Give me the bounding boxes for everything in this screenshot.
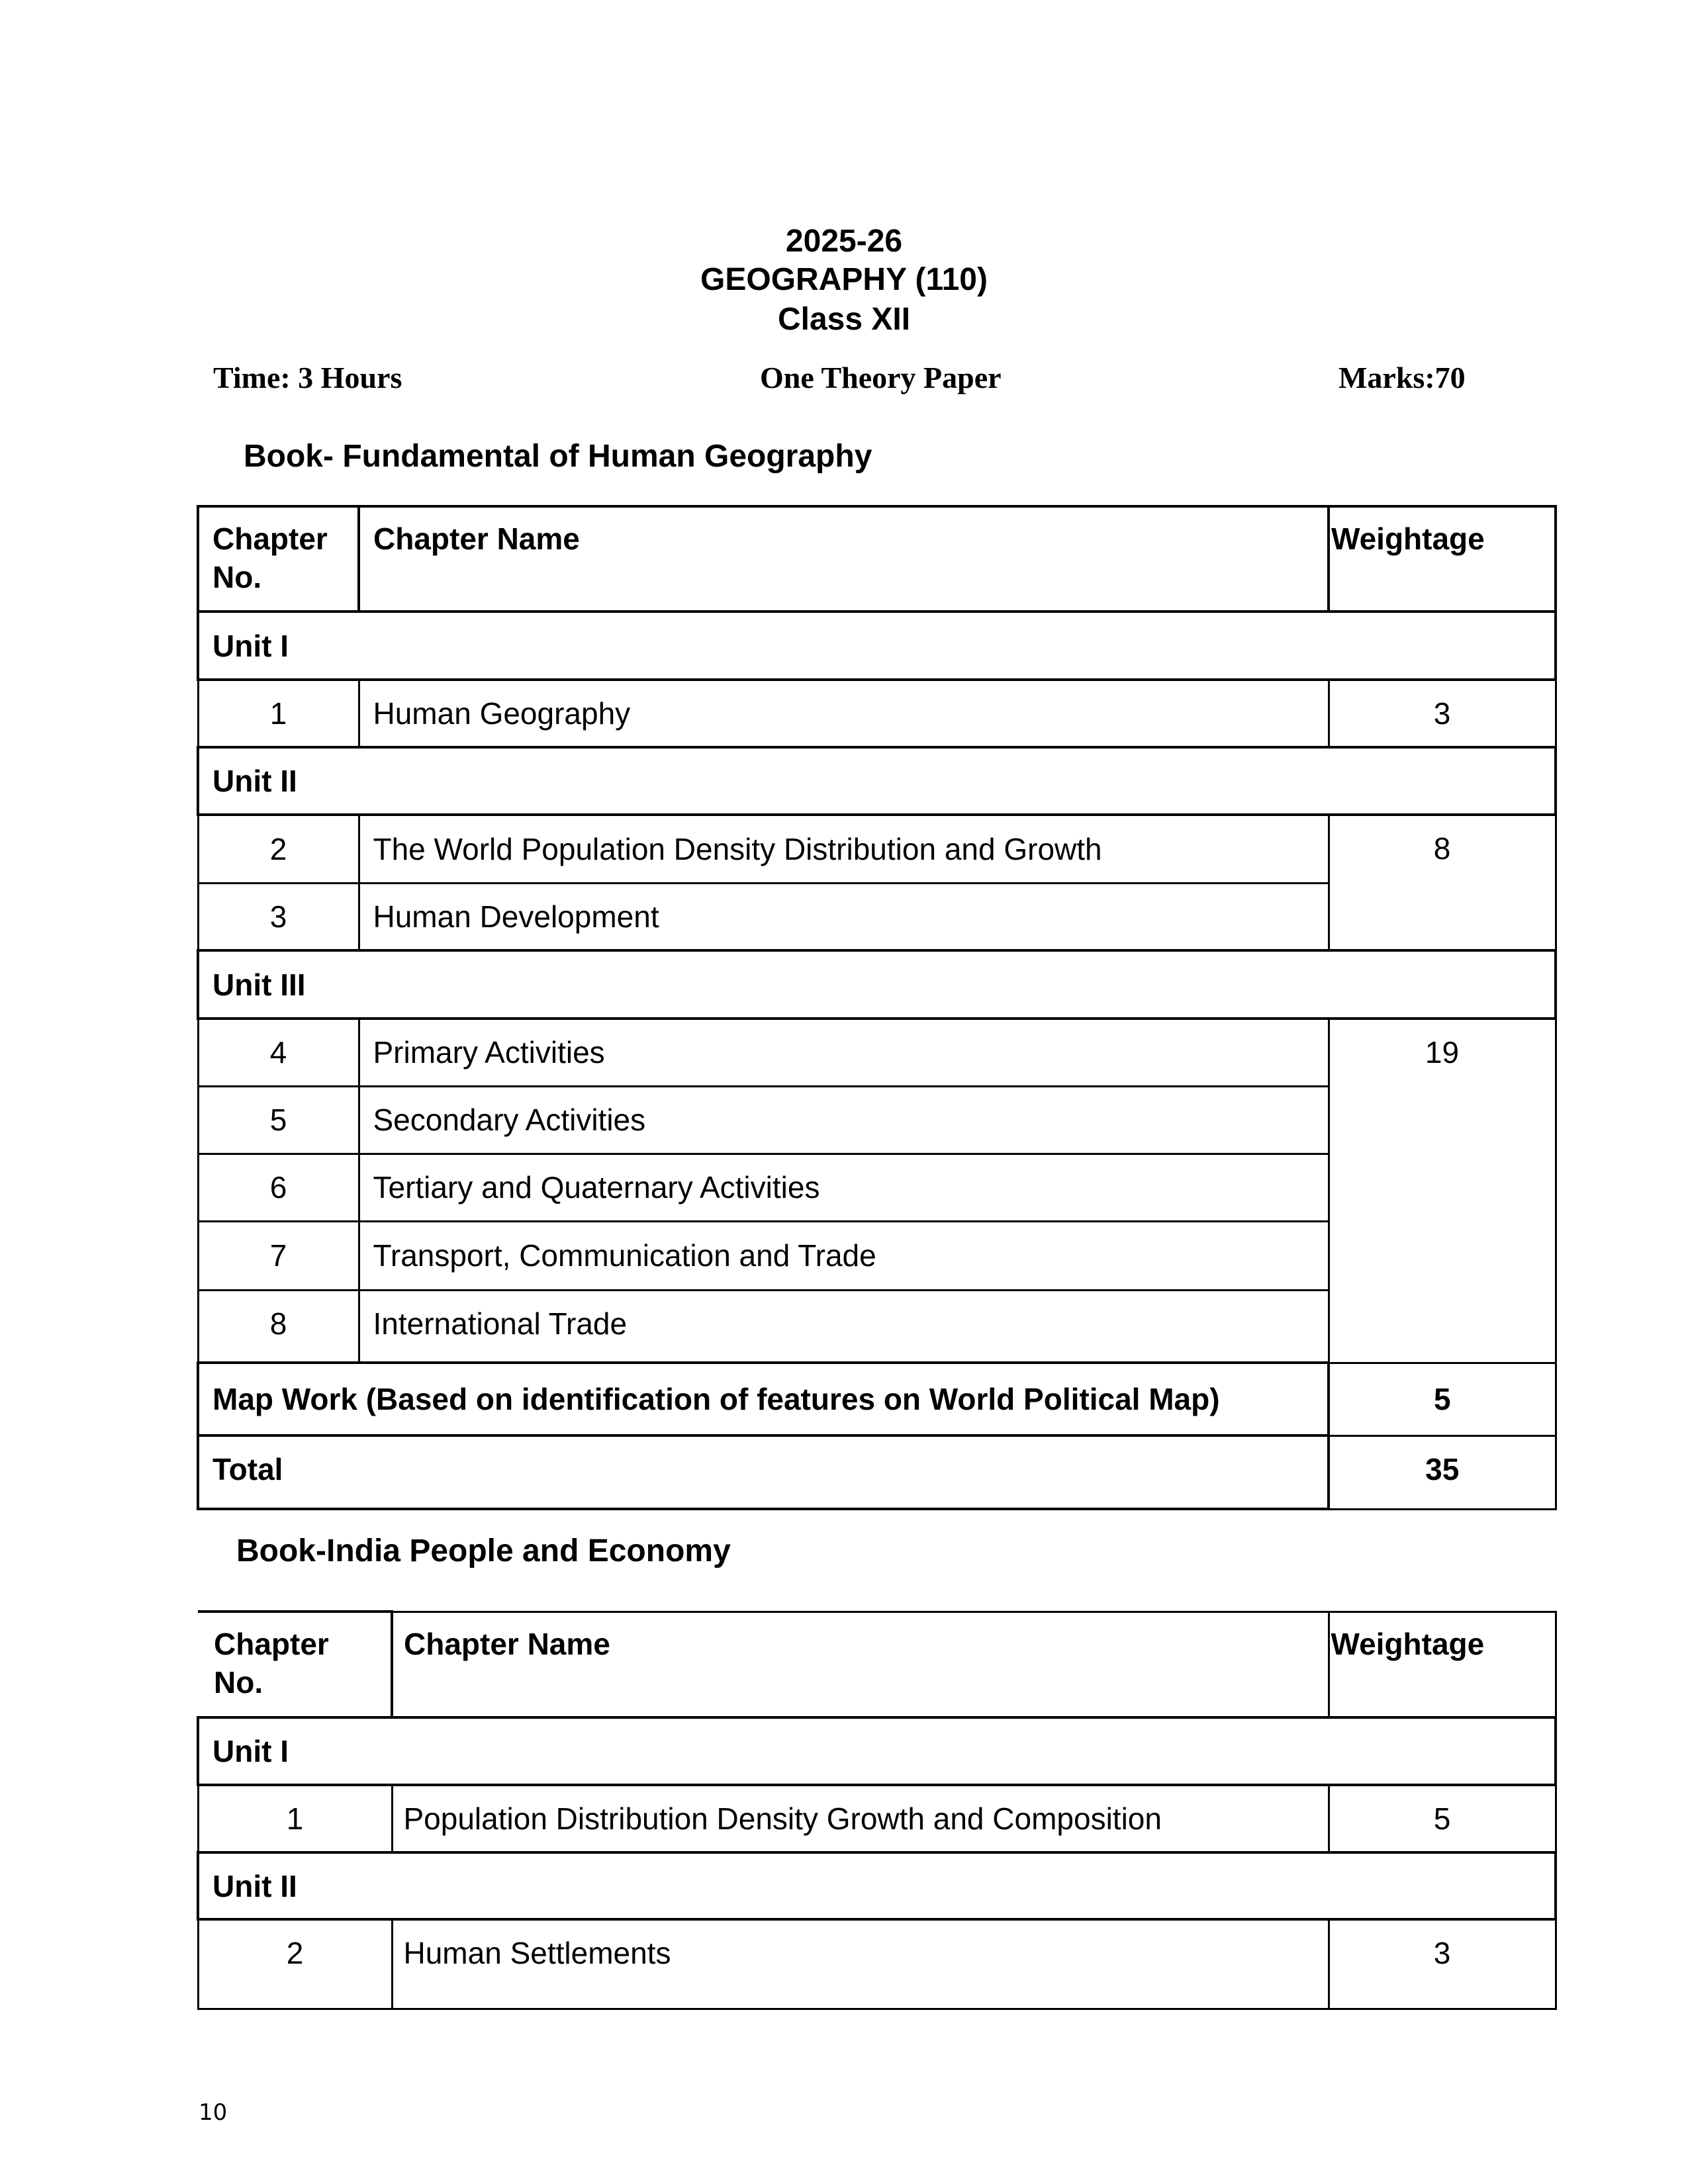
map-work-weightage: 5: [1329, 1363, 1556, 1435]
table-row: [198, 1785, 1556, 1852]
chapter-name: The World Population Density Distribution and Growth: [359, 815, 1329, 883]
col-header-chapter-name: Chapter Name: [392, 1612, 1329, 1717]
chapter-name: Tertiary and Quaternary Activities: [359, 1154, 1329, 1221]
col-header-chapter-name: Chapter Name: [359, 506, 1329, 612]
marks-info: Marks:70: [1338, 361, 1466, 394]
chapter-name: Primary Activities: [359, 1019, 1329, 1086]
table-row: [198, 1919, 1556, 2009]
book2-table: [197, 1610, 1557, 2010]
unit-label: Unit III: [198, 950, 1556, 1019]
session-year: 2025-26: [785, 224, 903, 259]
table-row: [198, 1019, 1556, 1086]
time-info: Time: 3 Hours: [213, 361, 402, 394]
map-work-row: [198, 1363, 1556, 1435]
unit-row: [198, 1852, 1556, 1919]
chapter-no: 8: [198, 1290, 359, 1363]
subject-title: GEOGRAPHY (110): [700, 262, 988, 297]
chapter-no: 3: [198, 883, 359, 950]
table-header-row: [198, 506, 1556, 612]
unit-label: Unit II: [198, 1852, 1556, 1919]
unit-label: Unit I: [198, 1717, 1556, 1785]
unit-row: [198, 1717, 1556, 1785]
unit-label: Unit II: [198, 747, 1556, 815]
col-header-weightage: Weightage: [1329, 1612, 1556, 1717]
chapter-no: 1: [198, 680, 359, 747]
table-row: [198, 680, 1556, 747]
table-row: [198, 815, 1556, 883]
total-weightage: 35: [1329, 1435, 1556, 1509]
chapter-no: 7: [198, 1221, 359, 1290]
class-title: Class XII: [777, 302, 911, 337]
total-row: [198, 1435, 1556, 1509]
chapter-no: 2: [198, 815, 359, 883]
total-label: Total: [198, 1435, 1329, 1509]
chapter-no: 5: [198, 1086, 359, 1154]
unit-row: [198, 612, 1556, 680]
weightage: 19: [1329, 1019, 1556, 1363]
page-number: 10: [199, 2099, 228, 2126]
weightage: 8: [1329, 815, 1556, 950]
unit-row: [198, 747, 1556, 815]
map-work-label: Map Work (Based on identification of features on World Political Map): [198, 1363, 1329, 1435]
weightage: 5: [1329, 1785, 1556, 1852]
weightage: 3: [1329, 1919, 1556, 2009]
chapter-no: 2: [198, 1919, 392, 2009]
book1-heading: Book- Fundamental of Human Geography: [244, 439, 872, 474]
col-header-weightage: Weightage: [1329, 506, 1556, 612]
chapter-no: 4: [198, 1019, 359, 1086]
weightage: 3: [1329, 680, 1556, 747]
col-header-chapter-no: Chapter No.: [198, 506, 359, 612]
chapter-name: Secondary Activities: [359, 1086, 1329, 1154]
chapter-no: 1: [198, 1785, 392, 1852]
col-header-chapter-no: Chapter No.: [198, 1612, 392, 1717]
chapter-name: Human Development: [359, 883, 1329, 950]
chapter-name: Population Distribution Density Growth and Composition: [392, 1785, 1329, 1852]
chapter-no: 6: [198, 1154, 359, 1221]
unit-label: Unit I: [198, 612, 1556, 680]
chapter-name: Human Settlements: [392, 1919, 1329, 2009]
chapter-name: International Trade: [359, 1290, 1329, 1363]
chapter-name: Human Geography: [359, 680, 1329, 747]
table-header-row: [198, 1612, 1556, 1717]
book2-heading: Book-India People and Economy: [236, 1533, 731, 1569]
book1-table: [197, 505, 1557, 1510]
paper-info: One Theory Paper: [760, 361, 1002, 394]
unit-row: [198, 950, 1556, 1019]
chapter-name: Transport, Communication and Trade: [359, 1221, 1329, 1290]
